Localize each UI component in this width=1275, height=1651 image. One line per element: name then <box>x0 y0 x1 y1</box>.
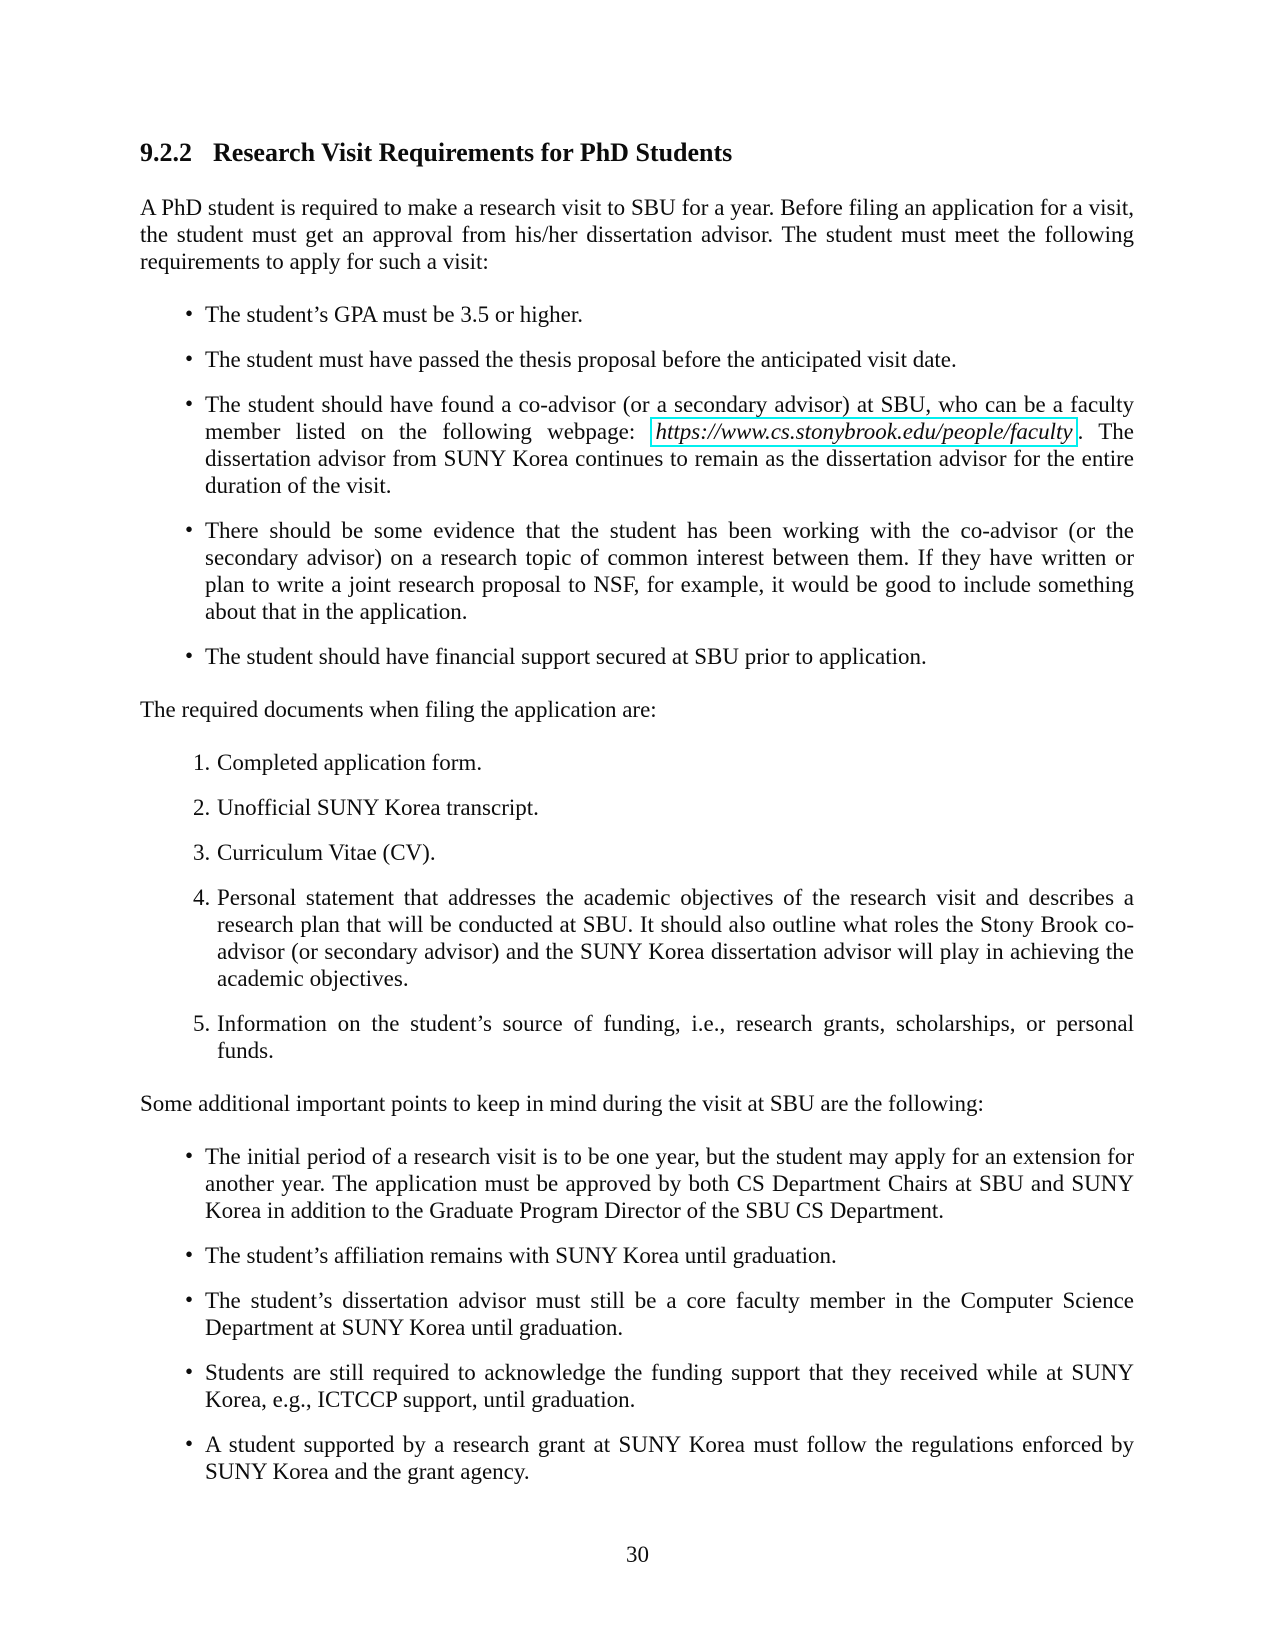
section-heading <box>140 138 1134 168</box>
list-item-text: Information on the student’s source of funding, i.e., research grants, scholarships, or personal funds. <box>217 1011 1134 1063</box>
item-number: 4. <box>193 885 211 910</box>
intro-paragraph: A PhD student is required to make a research visit to SBU for a year. Before filing an application for a visit, the student must get an approval from his/her dissertation advisor. The student must meet the following requirements to apply for such a visit: <box>140 195 1134 274</box>
list-item-text: The student should have financial support secured at SBU prior to application. <box>205 644 927 669</box>
list-item-text: Completed application form. <box>217 750 483 775</box>
list-item <box>140 301 1134 328</box>
list-item <box>140 839 1134 866</box>
page-content <box>140 138 1134 1485</box>
list-item-text: The student’s affiliation remains with SUNY Korea until graduation. <box>205 1243 837 1268</box>
list-item-text: Students are still required to acknowledge the funding support that they received while at SUNY Korea, e.g., ICTCCP support, until graduation. <box>205 1360 1134 1412</box>
bullet-icon: • <box>185 517 194 542</box>
page-number: 30 <box>626 1542 649 1567</box>
list-item <box>140 1287 1134 1341</box>
list-item <box>140 1359 1134 1413</box>
additional-paragraph: Some additional important points to keep in mind during the visit at SBU are the following: <box>140 1091 984 1116</box>
faculty-webpage-link[interactable]: https://www.cs.stonybrook.edu/people/faculty <box>650 417 1077 447</box>
section-title: Research Visit Requirements for PhD Students <box>213 138 733 167</box>
list-item-text: The initial period of a research visit is to be one year, but the student may apply for an extension for another year. The application must be approved by both CS Department Chairs at SBU and SUNY Korea in addition to the Graduate Program Director of the SBU CS Department. <box>205 1144 1134 1223</box>
list-item-text: There should be some evidence that the student has been working with the co-advisor (or the secondary advisor) on a research topic of common interest between them. If they have written or plan to write a joint research proposal to NSF, for example, it would be good to include something about that in the application. <box>205 518 1134 624</box>
bullet-icon: • <box>185 1431 194 1456</box>
bullet-icon: • <box>185 1359 194 1384</box>
list-item-text: Personal statement that addresses the academic objectives of the research visit and describes a research plan that will be conducted at SBU. It should also outline what roles the Stony Brook co-advisor (or secondary advisor) and the SUNY Korea dissertation advisor will play in achieving the academic objectives. <box>217 885 1134 991</box>
item-number: 1. <box>193 750 211 775</box>
list-item-text <box>205 391 1134 499</box>
list-item <box>140 1143 1134 1224</box>
list-item-text: Unofficial SUNY Korea transcript. <box>217 795 539 820</box>
documents-list <box>140 749 1134 1064</box>
bullet-icon: • <box>185 1143 194 1168</box>
text-after-link: . The dissertation advisor from SUNY Korea continues to remain as the dissertation advisor for the entire duration of the visit. <box>205 419 1134 498</box>
list-item <box>140 391 1134 499</box>
list-item <box>140 749 1134 776</box>
bullet-icon: • <box>185 643 194 668</box>
list-item-text: A student supported by a research grant at SUNY Korea must follow the regulations enforced by SUNY Korea and the grant agency. <box>205 1432 1134 1484</box>
bullet-icon: • <box>185 1287 194 1312</box>
item-number: 2. <box>193 795 211 820</box>
list-item <box>140 1010 1134 1064</box>
bullet-icon: • <box>185 301 194 326</box>
list-item <box>140 794 1134 821</box>
item-number: 3. <box>193 840 211 865</box>
item-number: 5. <box>193 1011 211 1036</box>
list-item <box>140 643 1134 670</box>
list-item <box>140 1242 1134 1269</box>
list-item <box>140 346 1134 373</box>
text-before-link: The student should have found a co-advisor (or a secondary advisor) at SBU, who can be a faculty member listed on the following webpage: <box>205 392 1134 444</box>
requirements-list <box>140 301 1134 670</box>
bullet-icon: • <box>185 391 194 416</box>
additional-points-list <box>140 1143 1134 1485</box>
list-item-text: The student must have passed the thesis proposal before the anticipated visit date. <box>205 347 957 372</box>
list-item <box>140 884 1134 992</box>
list-item <box>140 1431 1134 1485</box>
bullet-icon: • <box>185 1242 194 1267</box>
list-item <box>140 517 1134 625</box>
section-number: 9.2.2 <box>140 138 192 167</box>
bullet-icon: • <box>185 346 194 371</box>
list-item-text: Curriculum Vitae (CV). <box>217 840 436 865</box>
list-item-text: The student’s dissertation advisor must still be a core faculty member in the Computer Science Department at SUNY Korea until graduation. <box>205 1288 1134 1340</box>
list-item-text: The student’s GPA must be 3.5 or higher. <box>205 302 584 327</box>
documents-paragraph: The required documents when filing the application are: <box>140 697 657 722</box>
